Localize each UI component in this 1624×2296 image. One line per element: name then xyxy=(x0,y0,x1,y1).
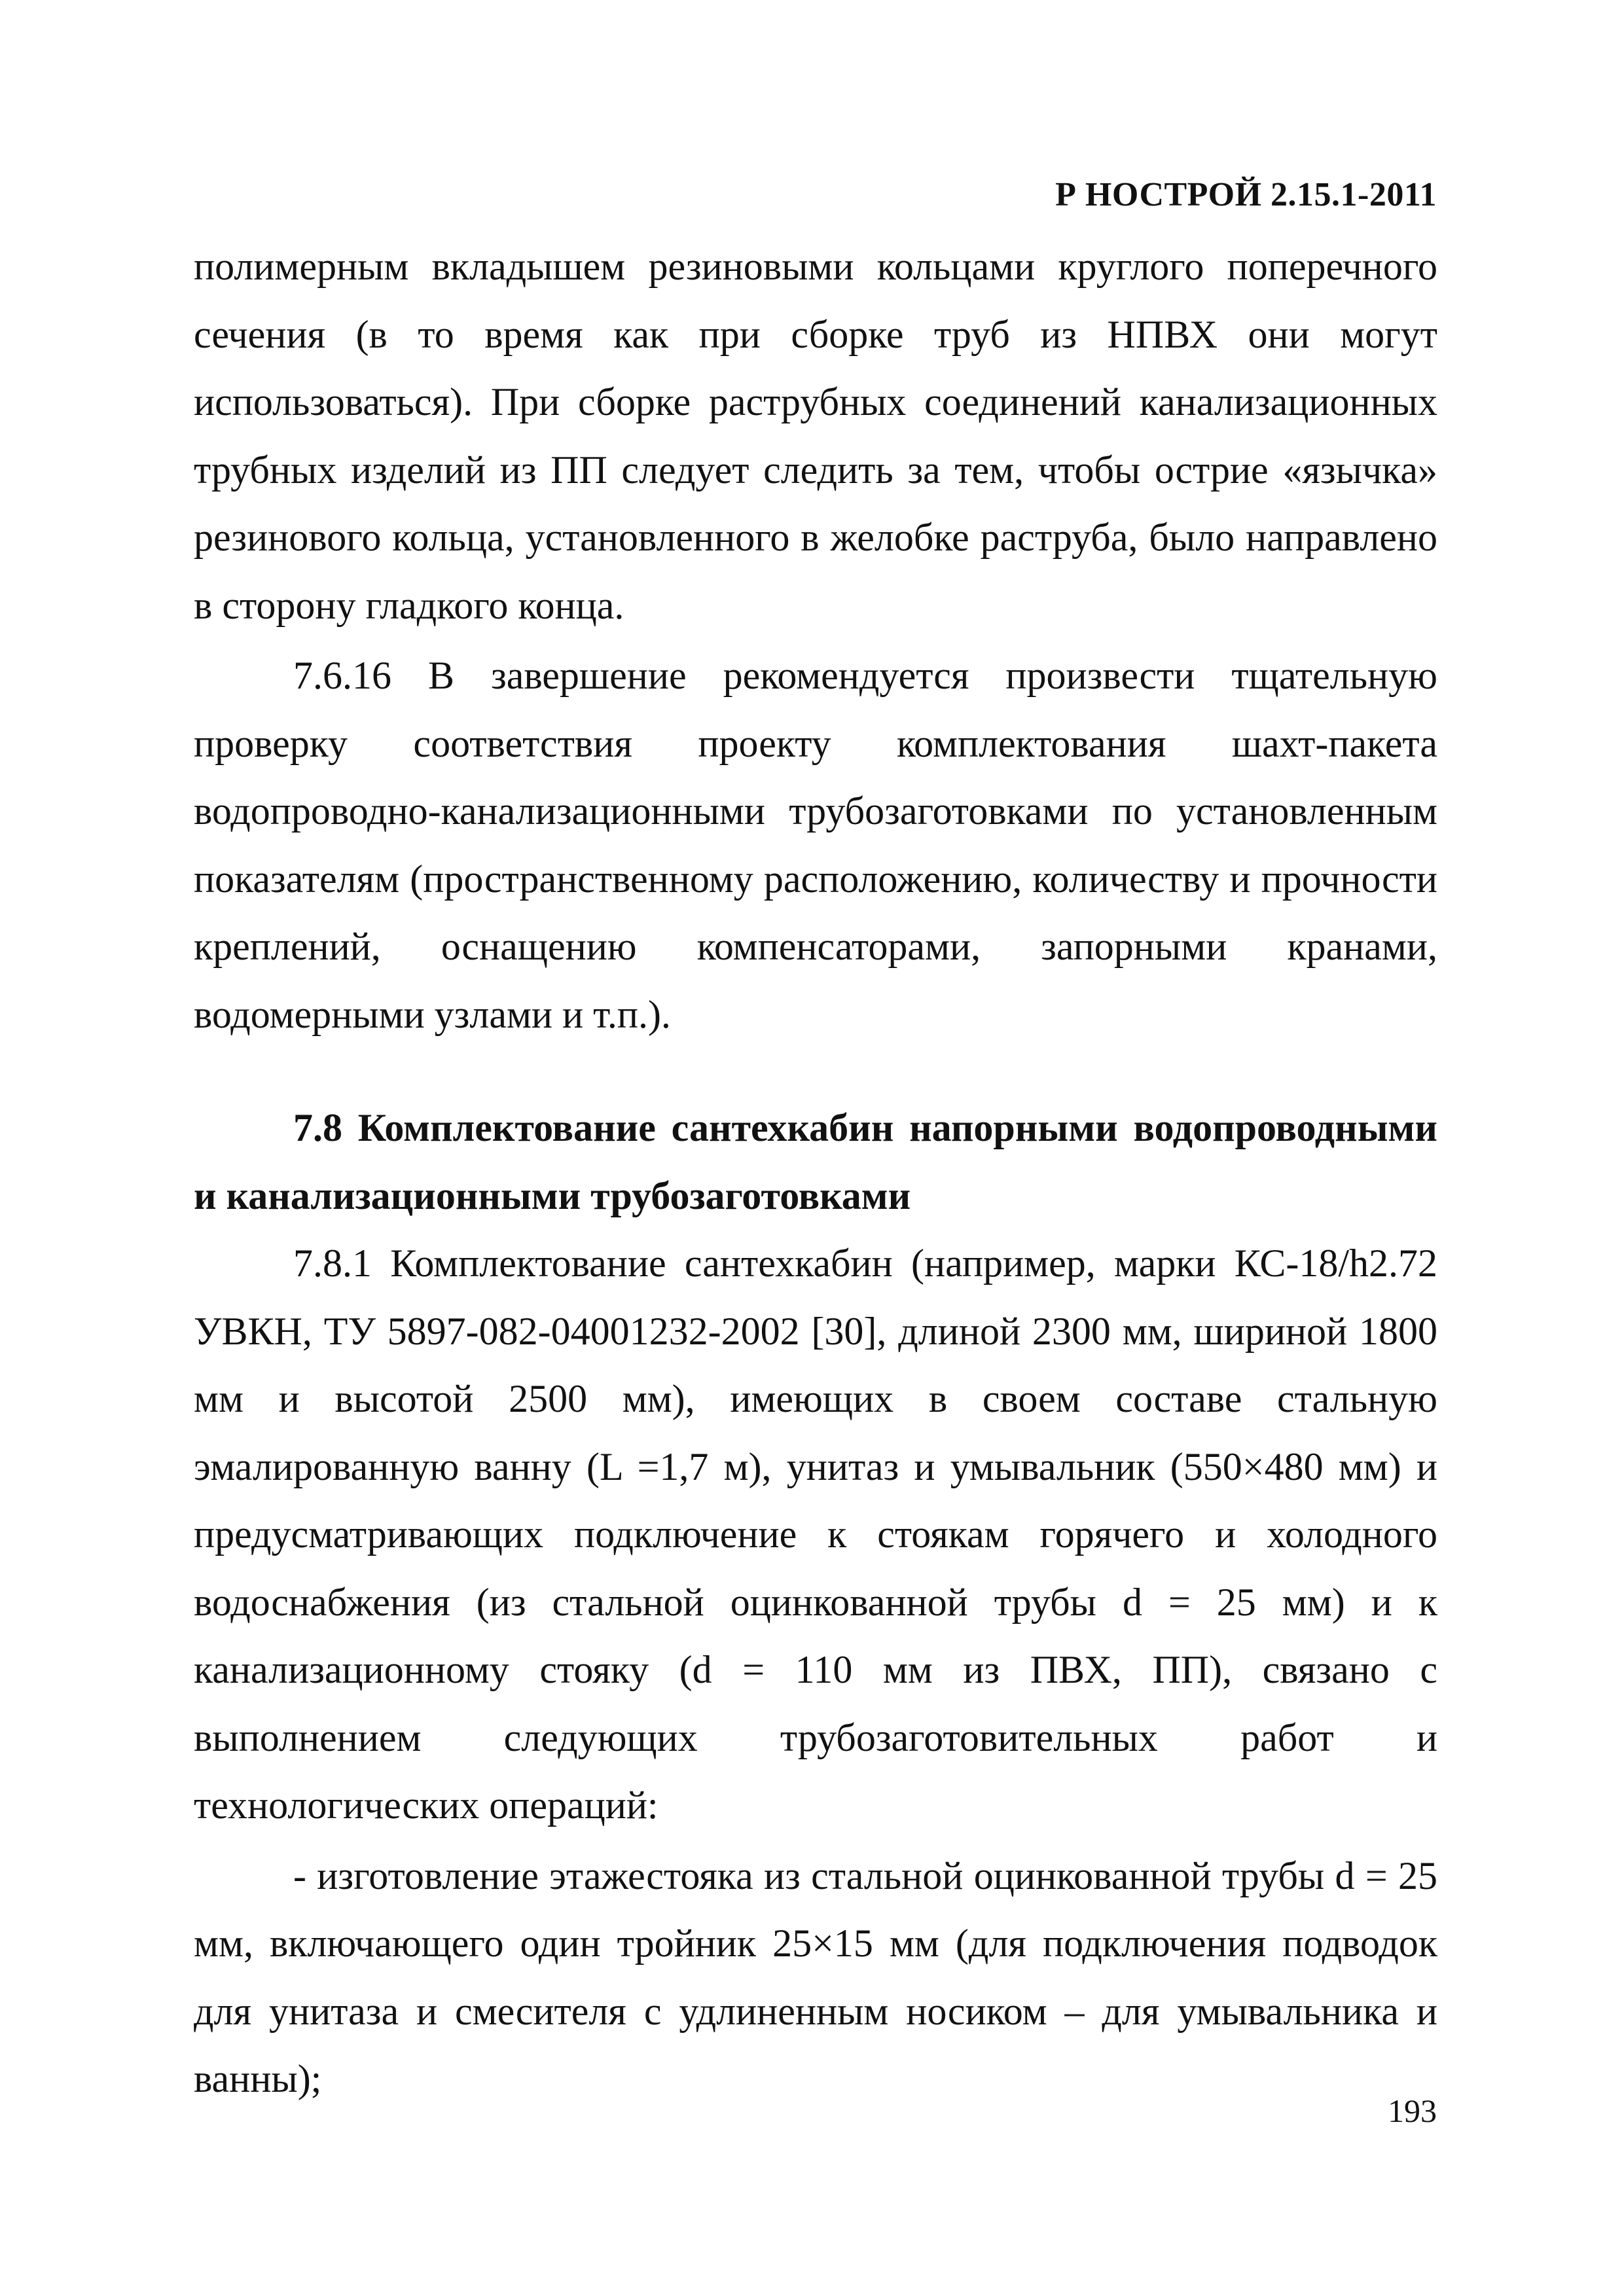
page-number: 193 xyxy=(1388,2092,1437,2129)
document-code-header: Р НОСТРОЙ 2.15.1-2011 xyxy=(1055,176,1437,213)
list-item: - изготовление этажестояка из стальной оцинкованной трубы d = 25 мм, включающего один тройник 25×15 мм (для подключения подводок для унитаза и смесителя с удлиненным носиком – для умывальника и ванны); xyxy=(194,1854,1437,2100)
paragraph-7-6-16: 7.6.16 В завершение рекомендуется произвести тщательную проверку соответствия проекту комплектования шахт-пакета водопроводно-канализационными трубозаготовками по установленным показателям (пространственному расположению, количеству и прочности креплений, оснащению компенсаторами, запорными кранами, водомерными узлами и т.п.). xyxy=(194,654,1437,1036)
body-text xyxy=(194,233,1437,2113)
paragraph-7-8-1: 7.8.1 Комплектование сантехкабин (например, марки КС-18/h2.72 УВКН, ТУ 5897-082-04001232-2002 [30], длиной 2300 мм, шириной 1800 мм и высотой 2500 мм), имеющих в своем составе стальную эмалированную ванну (L =1,7 м), унитаз и умывальник (550×480 мм) и предусматривающих подключение к стоякам горячего и холодного водоснабжения (из стальной оцинкованной трубы d = 25 мм) и к канализационному стояку (d = 110 мм из ПВХ, ПП), связано с выполнением следующих трубозаготовительных работ и технологических операций: xyxy=(194,1242,1437,1827)
section-heading-7-8: 7.8 Комплектование сантехкабин напорными водопроводными и канализационными трубозаготовками xyxy=(194,1106,1437,1217)
paragraph-continued: полимерным вкладышем резиновыми кольцами круглого поперечного сечения (в то время как при сборке труб из НПВХ они могут использоваться). При сборке раструбных соединений канализационных трубных изделий из ПП следует следить за тем, чтобы острие «язычка» резинового кольца, установленного в желобке раструба, было направлено в сторону гладкого конца. xyxy=(194,245,1437,627)
